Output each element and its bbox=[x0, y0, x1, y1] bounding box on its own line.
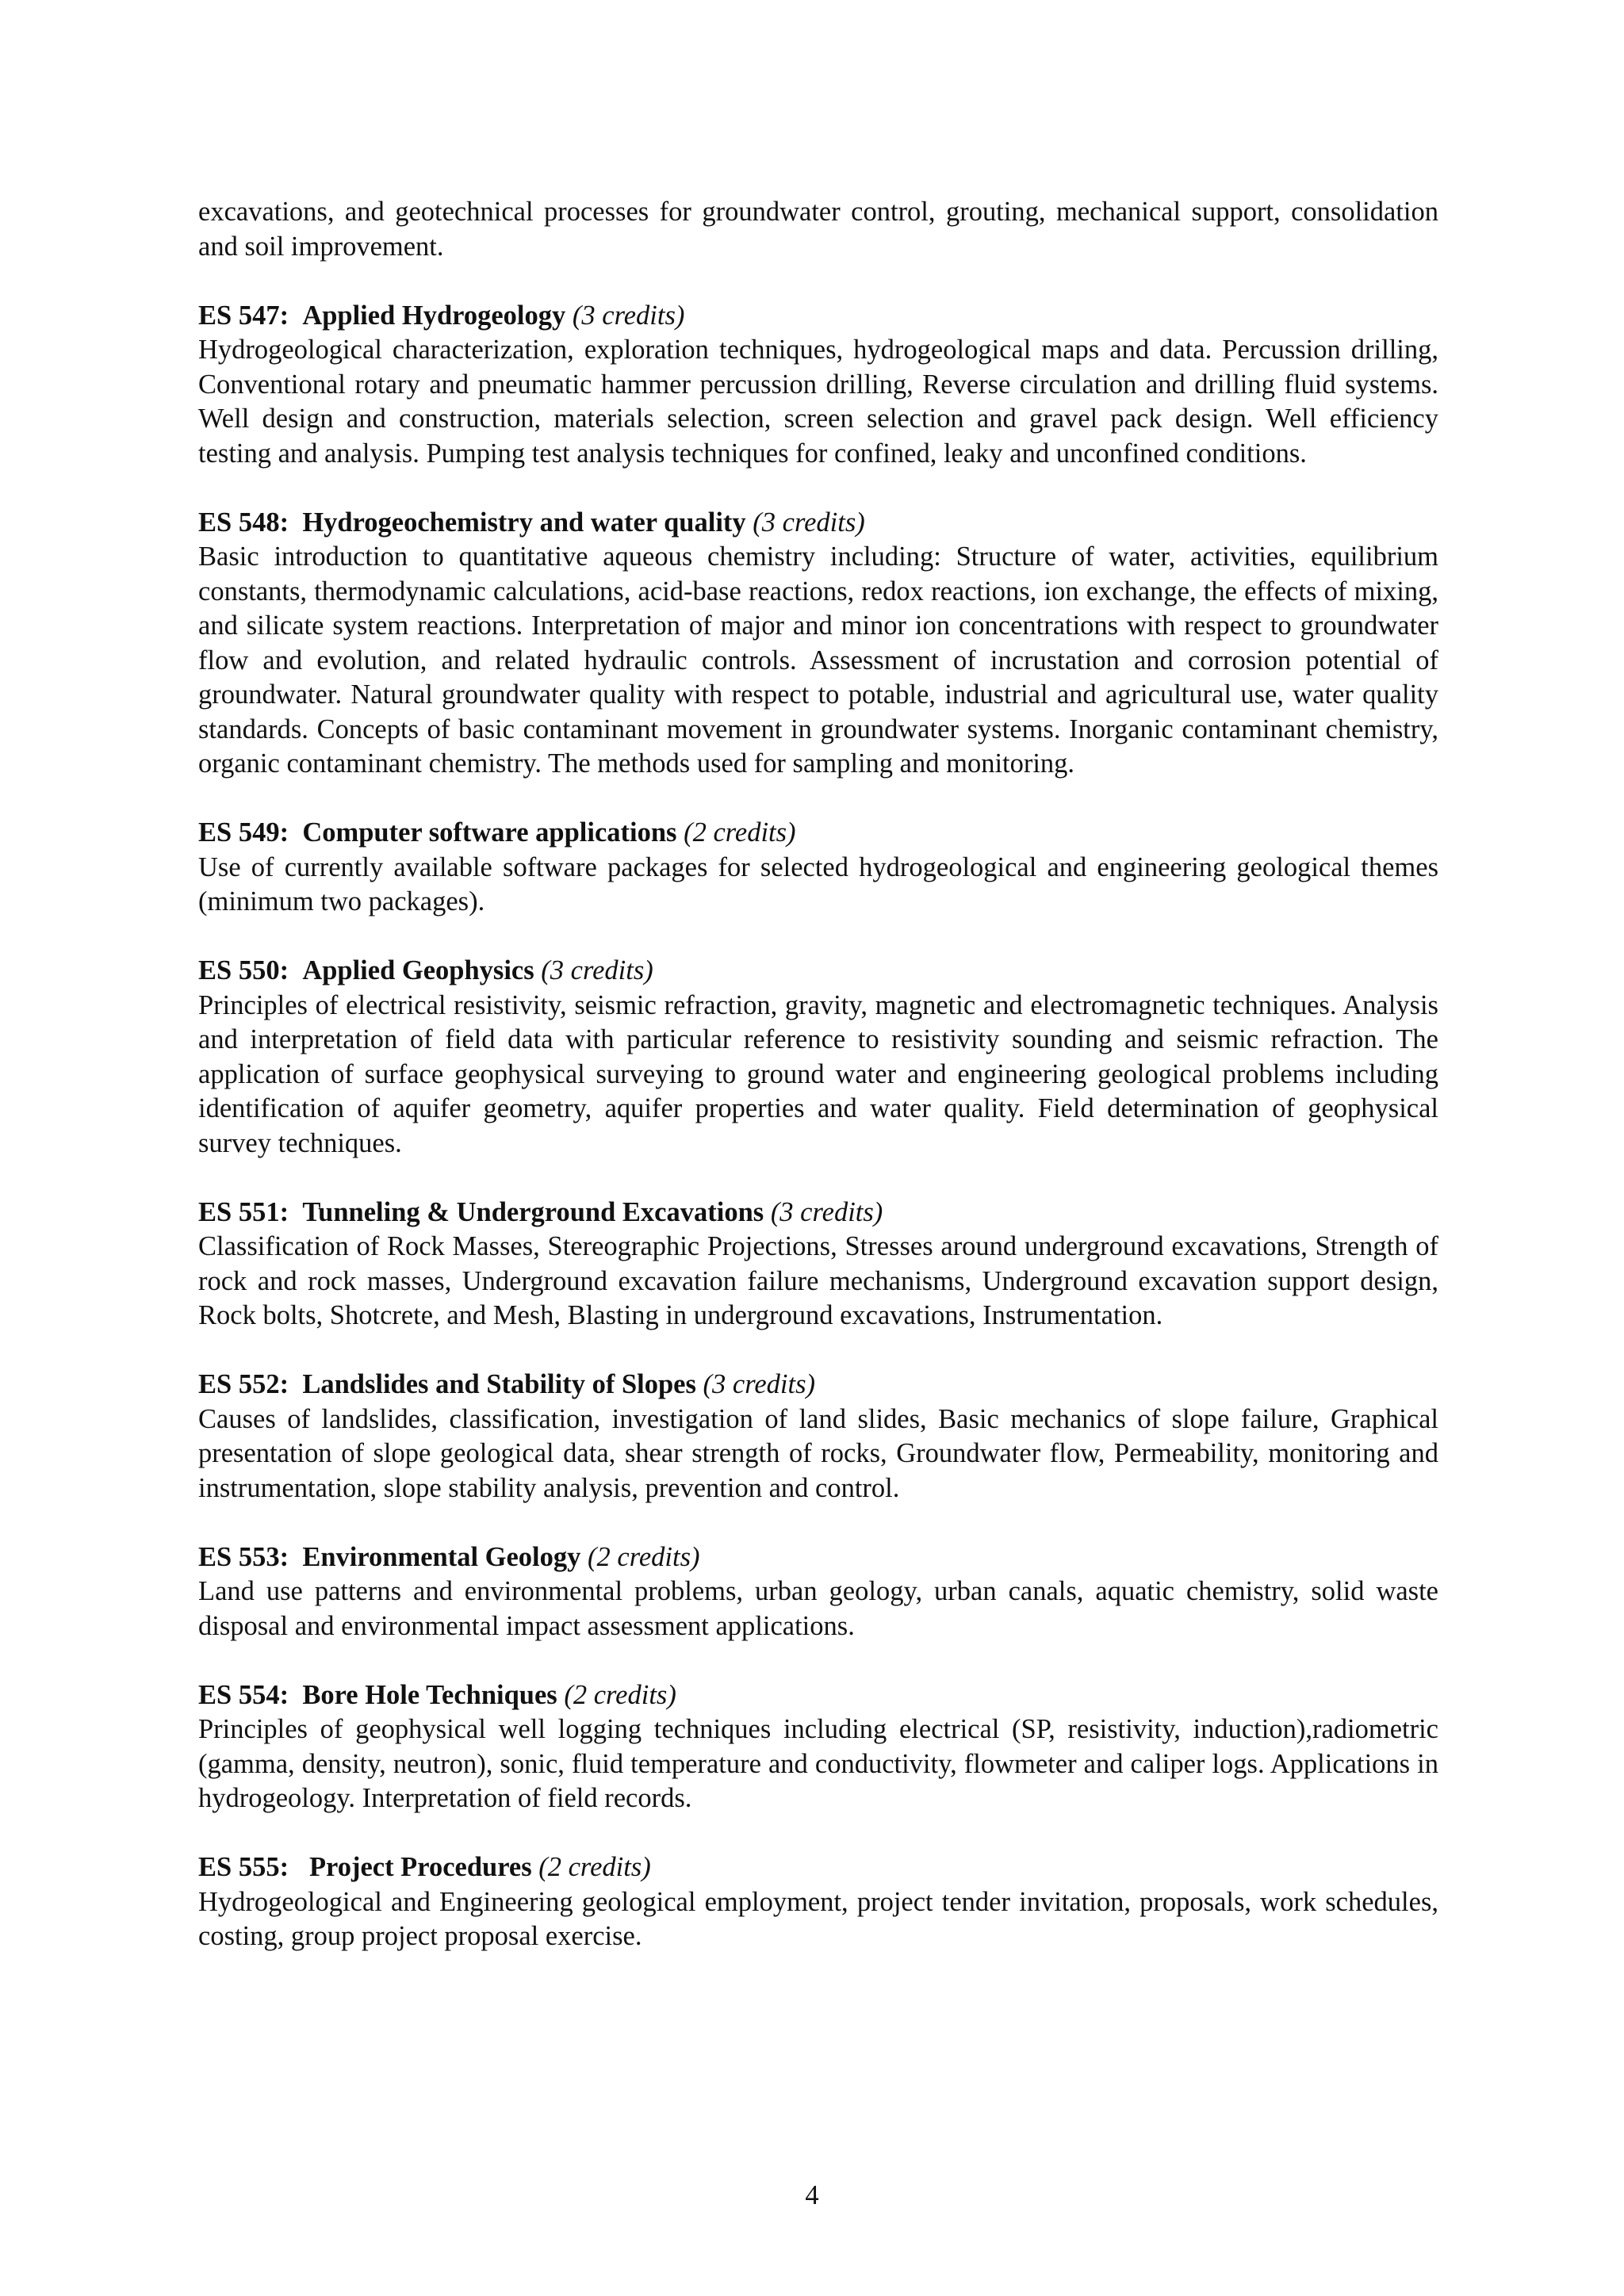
course-description: Use of currently available software packages for selected hydrogeological and engineering geological themes (minimum two packages). bbox=[198, 851, 1438, 916]
course-es-554 bbox=[198, 1678, 1438, 1816]
course-credits: (2 credits) bbox=[564, 1679, 676, 1710]
course-code: ES 554: bbox=[198, 1679, 289, 1710]
course-name: Bore Hole Techniques bbox=[302, 1679, 557, 1710]
course-es-553 bbox=[198, 1540, 1438, 1644]
course-description: Hydrogeological and Engineering geological employment, project tender invitation, proposals, work schedules, costing, group project proposal exercise. bbox=[198, 1886, 1438, 1951]
course-description: Hydrogeological characterization, exploration techniques, hydrogeological maps and data. Percussion drilling, Conventional rotary and pneumatic hammer percussion drilling, Reverse circulation and drilling fluid systems. Well design and construction, materials selection, screen selection and gravel pack design. Well efficiency testing and analysis. Pumping test analysis techniques for confined, leaky and unconfined conditions. bbox=[198, 335, 1438, 469]
course-code: ES 548: bbox=[198, 507, 289, 538]
course-title bbox=[198, 299, 1438, 334]
course-name: Tunneling & Underground Excavations bbox=[302, 1196, 764, 1227]
course-name: Landslides and Stability of Slopes bbox=[302, 1369, 696, 1399]
course-code: ES 549: bbox=[198, 817, 289, 848]
course-code: ES 552: bbox=[198, 1369, 289, 1399]
intro-paragraph: excavations, and geotechnical processes for groundwater control, grouting, mechanical support, consolidation and soil improvement. bbox=[198, 197, 1438, 262]
course-name: Applied Geophysics bbox=[302, 955, 534, 985]
course-credits: (3 credits) bbox=[770, 1196, 883, 1227]
course-es-547 bbox=[198, 299, 1438, 472]
course-description: Land use patterns and environmental problems, urban geology, urban canals, aquatic chemistry, solid waste disposal and environmental impact assessment applications. bbox=[198, 1576, 1438, 1641]
course-code: ES 555: bbox=[198, 1852, 289, 1882]
course-title bbox=[198, 954, 1438, 989]
course-name: Environmental Geology bbox=[302, 1541, 581, 1572]
course-credits: (2 credits) bbox=[588, 1541, 700, 1572]
course-name: Project Procedures bbox=[308, 1852, 532, 1882]
course-description: Principles of geophysical well logging techniques including electrical (SP, resistivity, induction),radiometric (gamma, density, neutron), sonic, fluid temperature and conductivity, flowmeter and caliper logs. Applications in hydrogeology. Interpretation of field records. bbox=[198, 1714, 1438, 1813]
course-title bbox=[198, 1540, 1438, 1575]
course-credits: (3 credits) bbox=[753, 507, 865, 538]
course-es-550 bbox=[198, 954, 1438, 1161]
course-title bbox=[198, 1850, 1438, 1885]
course-code: ES 550: bbox=[198, 955, 289, 985]
document-page bbox=[198, 195, 1438, 1954]
course-name: Hydrogeochemistry and water quality bbox=[302, 507, 746, 538]
course-credits: (3 credits) bbox=[541, 955, 653, 985]
course-name: Computer software applications bbox=[302, 817, 677, 848]
course-credits: (2 credits) bbox=[538, 1852, 651, 1882]
course-description: Classification of Rock Masses, Stereographic Projections, Stresses around underground excavations, Strength of rock and rock masses, Underground excavation failure mechanisms, Underground excavation support design, Rock bolts, Shotcrete, and Mesh, Blasting in underground excavations, Instrumentation. bbox=[198, 1231, 1438, 1330]
page-number: 4 bbox=[805, 2180, 819, 2210]
course-code: ES 551: bbox=[198, 1196, 289, 1227]
course-es-551 bbox=[198, 1196, 1438, 1334]
course-title bbox=[198, 1196, 1438, 1230]
course-es-549 bbox=[198, 816, 1438, 920]
course-title bbox=[198, 1368, 1438, 1402]
course-es-552 bbox=[198, 1368, 1438, 1506]
course-name: Applied Hydrogeology bbox=[302, 300, 566, 331]
course-title bbox=[198, 1678, 1438, 1713]
course-code: ES 547: bbox=[198, 300, 289, 331]
course-code: ES 553: bbox=[198, 1541, 289, 1572]
course-credits: (2 credits) bbox=[684, 817, 796, 848]
course-description: Basic introduction to quantitative aqueous chemistry including: Structure of water, activities, equilibrium constants, thermodynamic calculations, acid-base reactions, redox reactions, ion exchange, the effects of mixing, and silicate system reactions. Interpretation of major and minor ion concentrations with respect to groundwater flow and evolution, and related hydraulic controls. Assessment of incrustation and corrosion potential of groundwater. Natural groundwater quality with respect to potable, industrial and agricultural use, water quality standards. Concepts of basic contaminant movement in groundwater systems. Inorganic contaminant chemistry, organic contaminant chemistry. The methods used for sampling and monitoring. bbox=[198, 541, 1438, 779]
course-title bbox=[198, 816, 1438, 851]
course-description: Principles of electrical resistivity, seismic refraction, gravity, magnetic and electromagnetic techniques. Analysis and interpretation of field data with particular reference to resistivity sounding and seismic refraction. The application of surface geophysical surveying to ground water and engineering geological problems including identification of aquifer geometry, aquifer properties and water quality. Field determination of geophysical survey techniques. bbox=[198, 989, 1438, 1158]
course-description: Causes of landslides, classification, investigation of land slides, Basic mechanics of slope failure, Graphical presentation of slope geological data, shear strength of rocks, Groundwater flow, Permeability, monitoring and instrumentation, slope stability analysis, prevention and control. bbox=[198, 1403, 1438, 1503]
course-es-555 bbox=[198, 1850, 1438, 1954]
course-title bbox=[198, 506, 1438, 541]
course-es-548 bbox=[198, 506, 1438, 782]
course-credits: (3 credits) bbox=[703, 1369, 815, 1399]
course-credits: (3 credits) bbox=[572, 300, 685, 331]
